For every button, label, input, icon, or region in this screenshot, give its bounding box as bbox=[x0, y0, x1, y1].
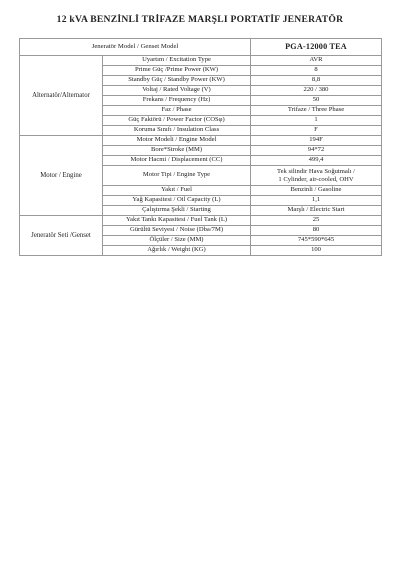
spec-value: 25 bbox=[251, 216, 382, 226]
spec-value: 94*72 bbox=[251, 146, 382, 156]
spec-label: Voltaj / Rated Voltage (V) bbox=[103, 86, 251, 96]
group-label-engine: Motor / Engine bbox=[20, 136, 103, 216]
spec-label: Ölçüler / Size (MM) bbox=[103, 236, 251, 246]
spec-value: 194F bbox=[251, 136, 382, 146]
spec-label: Bore*Stroke (MM) bbox=[103, 146, 251, 156]
spec-label: Koruma Sınıfı / Insulation Class bbox=[103, 126, 251, 136]
spec-value: 8,8 bbox=[251, 76, 382, 86]
spec-label: Prime Güç /Prime Power (KW) bbox=[103, 66, 251, 76]
spec-label: Frekans / Frequency (Hz) bbox=[103, 96, 251, 106]
spec-value: Benzinli / Gasoline bbox=[251, 186, 382, 196]
spec-label: Çalıştırma Şekli / Starting bbox=[103, 206, 251, 216]
spec-value: 1 bbox=[251, 116, 382, 126]
spec-value: F bbox=[251, 126, 382, 136]
spec-label: Gürültü Seviyesi / Noise (Dba/7M) bbox=[103, 226, 251, 236]
spec-label: Standby Güç / Standby Power (KW) bbox=[103, 76, 251, 86]
spec-value: 220 / 380 bbox=[251, 86, 382, 96]
spec-value: 50 bbox=[251, 96, 382, 106]
spec-label: Motor Modeli / Engine Model bbox=[103, 136, 251, 146]
spec-value: AVR bbox=[251, 56, 382, 66]
spec-value: Marşlı / Electric Start bbox=[251, 206, 382, 216]
spec-label: Yakıt Tankı Kapasitesi / Fuel Tank (L) bbox=[103, 216, 251, 226]
table-row bbox=[20, 56, 382, 66]
group-label-genset: Jeneratör Seti /Genset bbox=[20, 216, 103, 256]
spec-value: Trifaze / Three Phase bbox=[251, 106, 382, 116]
spec-value-multiline bbox=[251, 166, 382, 186]
spec-label: Faz / Phase bbox=[103, 106, 251, 116]
spec-label: Yağ Kapasitesi / Oil Capacity (L) bbox=[103, 196, 251, 206]
page-title: 12 kVA BENZİNLİ TRİFAZE MARŞLI PORTATİF JENERATÖR bbox=[56, 14, 344, 25]
spec-value: 499,4 bbox=[251, 156, 382, 166]
spec-value: 8 bbox=[251, 66, 382, 76]
spec-value-line: Tek silindir Hava Soğutmalı / bbox=[277, 167, 355, 175]
genset-model-value: PGA-12000 TEA bbox=[251, 39, 382, 56]
spec-value: 100 bbox=[251, 246, 382, 256]
spec-label: Uyartım / Excitation Type bbox=[103, 56, 251, 66]
table-header-row bbox=[20, 39, 382, 56]
spec-label: Yakıt / Fuel bbox=[103, 186, 251, 196]
spec-value: 1,1 bbox=[251, 196, 382, 206]
table-row bbox=[20, 216, 382, 226]
spec-label: Güç Faktörü / Power Factor (COSφ) bbox=[103, 116, 251, 126]
spec-label: Ağırlık / Weight (KG) bbox=[103, 246, 251, 256]
genset-model-label: Jeneratör Model / Genset Model bbox=[20, 39, 251, 56]
spec-label: Motor Hacmi / Displacement (CC) bbox=[103, 156, 251, 166]
spec-label: Motor Tipi / Engine Type bbox=[103, 166, 251, 186]
table-row bbox=[20, 136, 382, 146]
spec-table bbox=[19, 38, 382, 256]
spec-value: 745*590*645 bbox=[251, 236, 382, 246]
spec-value-line: 1 Cylinder, air-cooled, OHV bbox=[278, 175, 354, 183]
spec-value: 80 bbox=[251, 226, 382, 236]
group-label-alternator: Alternatör/Alternator bbox=[20, 56, 103, 136]
